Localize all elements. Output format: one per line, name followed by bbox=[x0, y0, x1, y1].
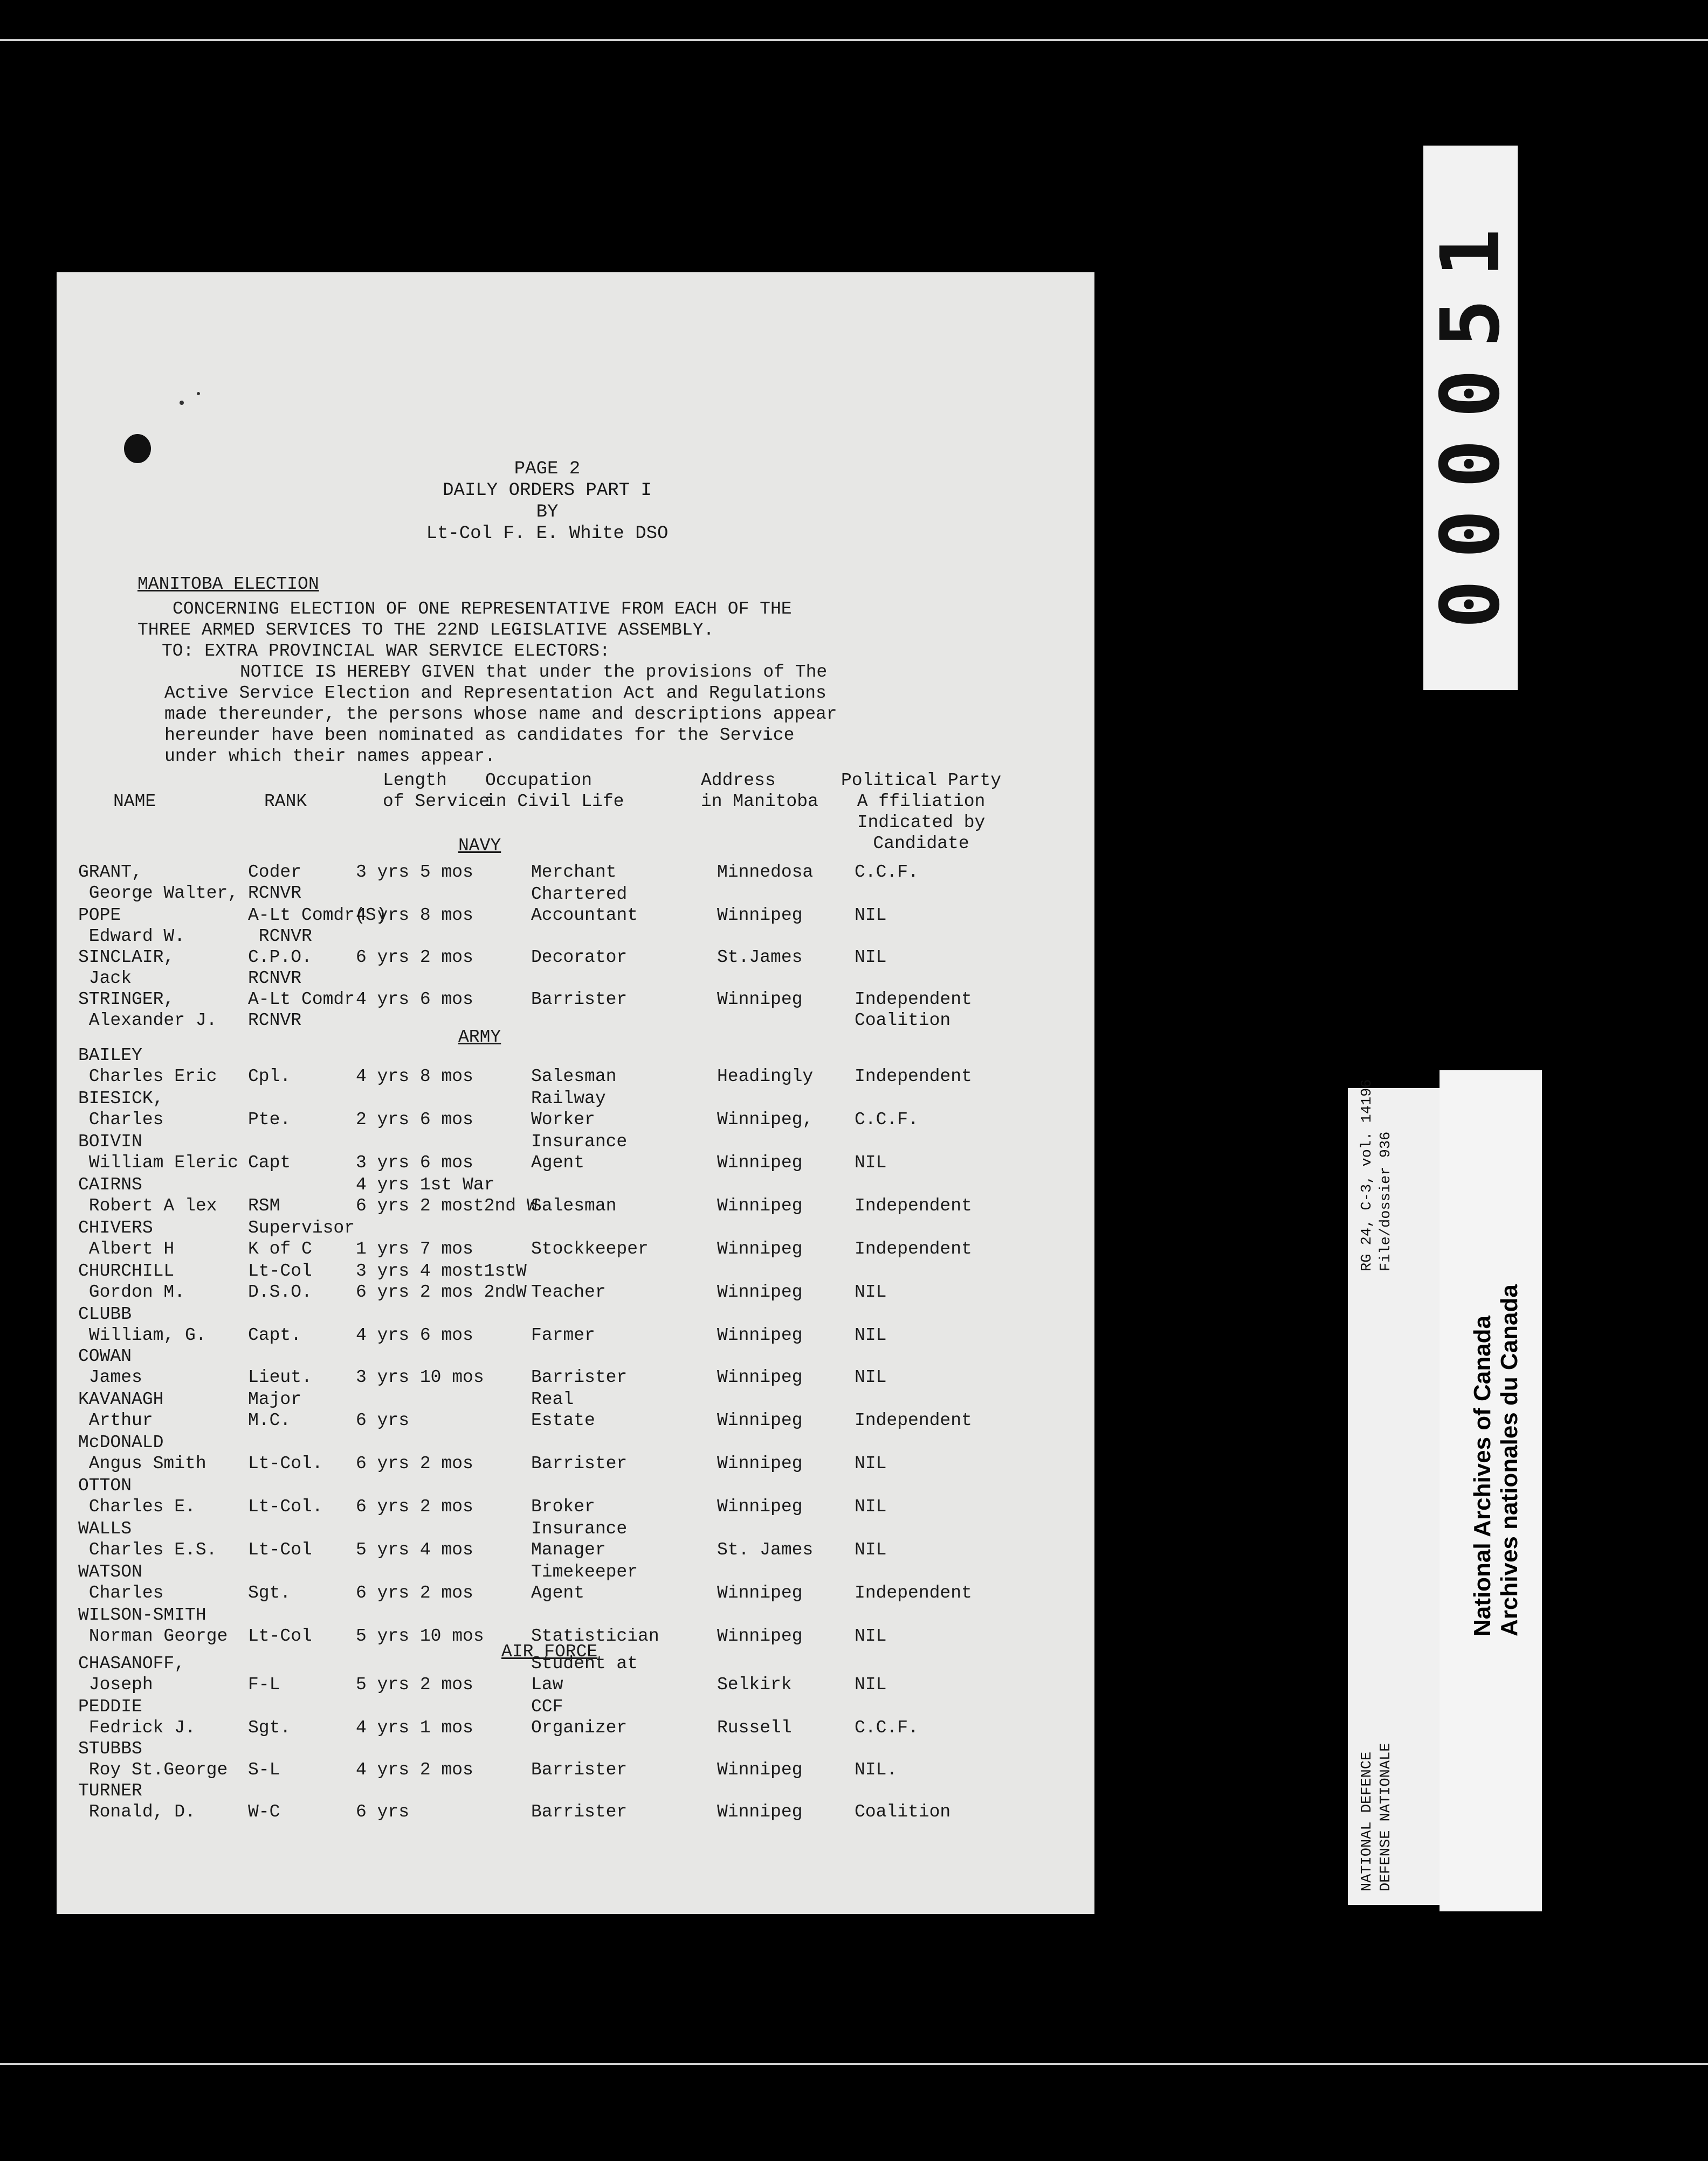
candidate-name: STRINGER, Alexander J. bbox=[78, 989, 217, 1030]
intro-line: NOTICE IS HEREBY GIVEN that under the provisions of The bbox=[240, 662, 828, 682]
candidate-name: WATSON Charles bbox=[78, 1562, 164, 1603]
column-header-address: Address in Manitoba bbox=[701, 770, 818, 811]
candidate-name: McDONALD Angus Smith bbox=[78, 1433, 206, 1474]
candidate-occupation: Insurance Agent bbox=[531, 1132, 628, 1173]
candidate-occupation: Statistician bbox=[531, 1626, 659, 1646]
candidate-length: 4 yrs 1 mos bbox=[356, 1718, 473, 1738]
candidate-name: WILSON-SMITH Norman George bbox=[78, 1605, 228, 1646]
candidate-rank: Major M.C. bbox=[248, 1389, 302, 1430]
candidate-party: NIL bbox=[855, 1540, 887, 1560]
candidate-length: 4 yrs 1st War 6 yrs 2 most2nd W bbox=[356, 1175, 538, 1216]
reference-file: File/dossier 936 bbox=[1378, 1131, 1394, 1271]
candidate-rank: Pte. bbox=[248, 1110, 291, 1130]
candidate-occupation: Teacher bbox=[531, 1282, 606, 1302]
candidate-occupation: Railway Worker bbox=[531, 1089, 606, 1130]
candidate-length: 3 yrs 10 mos bbox=[356, 1367, 484, 1387]
candidate-address: Minnedosa bbox=[717, 862, 814, 882]
candidate-address: Winnipeg bbox=[717, 1153, 803, 1173]
candidate-name: CAIRNS Robert A lex bbox=[78, 1175, 217, 1216]
candidate-name: CHASANOFF, Joseph bbox=[78, 1654, 185, 1695]
candidate-rank: Sgt. bbox=[248, 1718, 291, 1738]
candidate-name: OTTON Charles E. bbox=[78, 1476, 196, 1517]
punch-hole bbox=[124, 434, 151, 463]
ink-speck bbox=[197, 392, 200, 395]
candidate-address: Winnipeg bbox=[717, 1760, 803, 1780]
candidate-address: Winnipeg bbox=[717, 1410, 803, 1430]
candidate-name: CHURCHILL Gordon M. bbox=[78, 1261, 185, 1302]
candidate-party: NIL bbox=[855, 1454, 887, 1474]
candidate-occupation: Barrister bbox=[531, 1367, 628, 1387]
candidate-name: BIESICK, Charles bbox=[78, 1089, 164, 1130]
candidate-occupation: Timekeeper Agent bbox=[531, 1562, 638, 1603]
candidate-occupation: Real Estate bbox=[531, 1389, 595, 1430]
defence-label-fr: DEFENSE NATIONALE bbox=[1378, 1743, 1394, 1891]
column-header-occupation: Occupation in Civil Life bbox=[485, 770, 624, 811]
candidate-rank: A-Lt Comdr(S) RCNVR bbox=[248, 905, 387, 946]
candidate-party: NIL. bbox=[855, 1760, 898, 1780]
candidate-rank: Lt-Col. bbox=[248, 1497, 323, 1517]
candidate-party: NIL bbox=[855, 1497, 887, 1517]
candidate-rank: A-Lt Comdr RCNVR bbox=[248, 989, 355, 1030]
candidate-occupation: Barrister bbox=[531, 989, 628, 1009]
section-air-force: AIR FORCE bbox=[501, 1642, 598, 1662]
defence-label bbox=[1348, 1079, 1442, 1905]
candidate-name: PEDDIE Fedrick J. bbox=[78, 1697, 196, 1738]
candidate-rank: S-L bbox=[248, 1760, 280, 1780]
candidate-address: Winnipeg bbox=[717, 1196, 803, 1216]
intro-line: made thereunder, the persons whose name and descriptions appear bbox=[164, 704, 837, 724]
candidate-length: 6 yrs 2 mos bbox=[356, 1583, 473, 1603]
intro-line: Active Service Election and Representation Act and Regulations bbox=[164, 683, 827, 703]
candidate-address: Selkirk bbox=[717, 1675, 792, 1695]
candidate-length: 3 yrs 4 most1stW 6 yrs 2 mos 2ndW bbox=[356, 1261, 527, 1302]
candidate-length: 6 yrs 2 mos bbox=[356, 1497, 473, 1517]
intro-line: under which their names appear. bbox=[164, 746, 495, 766]
archives-label bbox=[1440, 1070, 1542, 1911]
section-navy: NAVY bbox=[458, 836, 501, 856]
column-header-length: Length of Service bbox=[383, 770, 490, 811]
candidate-length: 5 yrs 10 mos bbox=[356, 1626, 484, 1646]
frame-number-strip bbox=[1423, 146, 1518, 690]
candidate-occupation: Farmer bbox=[531, 1325, 595, 1345]
candidate-party: Independent bbox=[855, 1239, 972, 1259]
candidate-party: NIL bbox=[855, 1325, 887, 1345]
column-header-rank: RANK bbox=[264, 792, 307, 811]
candidate-length: 3 yrs 5 mos bbox=[356, 862, 473, 882]
candidate-length: 3 yrs 6 mos bbox=[356, 1153, 473, 1173]
intro-line: CONCERNING ELECTION OF ONE REPRESENTATIVE FROM EACH OF THE bbox=[173, 599, 792, 619]
candidate-address: Winnipeg bbox=[717, 1583, 803, 1603]
candidate-address: Winnipeg bbox=[717, 905, 803, 925]
candidate-rank: Lt-Col bbox=[248, 1626, 312, 1646]
candidate-length: 5 yrs 4 mos bbox=[356, 1540, 473, 1560]
candidate-address: Winnipeg, bbox=[717, 1110, 814, 1130]
candidate-party: Coalition bbox=[855, 1802, 951, 1822]
candidate-length: 2 yrs 6 mos bbox=[356, 1110, 473, 1130]
candidate-name: GRANT, George Walter, bbox=[78, 862, 239, 903]
candidate-length: 4 yrs 6 mos bbox=[356, 1325, 473, 1345]
candidate-party: NIL bbox=[855, 905, 887, 925]
reference-volume: RG 24, C-3, vol. 14196 bbox=[1359, 1079, 1375, 1271]
candidate-length: 6 yrs bbox=[356, 1802, 410, 1822]
candidate-name: KAVANAGH Arthur bbox=[78, 1389, 164, 1430]
candidate-length: 1 yrs 7 mos bbox=[356, 1239, 473, 1259]
candidate-length: 5 yrs 2 mos bbox=[356, 1675, 473, 1695]
candidate-rank: Supervisor K of C bbox=[248, 1218, 355, 1259]
candidate-occupation: Barrister bbox=[531, 1802, 628, 1822]
candidate-name: STUBBS Roy St.George bbox=[78, 1739, 228, 1780]
candidate-address: Winnipeg bbox=[717, 1497, 803, 1517]
candidate-party: NIL bbox=[855, 1282, 887, 1302]
candidate-party: NIL bbox=[855, 1675, 887, 1695]
candidate-party: Independent bbox=[855, 1066, 972, 1086]
candidate-occupation: Salesman bbox=[531, 1066, 617, 1086]
candidate-name: CLUBB William, G. bbox=[78, 1304, 206, 1345]
candidate-address: St.James bbox=[717, 947, 803, 967]
candidate-length: 6 yrs 2 mos bbox=[356, 1454, 473, 1474]
candidate-rank: Lieut. bbox=[248, 1367, 312, 1387]
candidate-address: Winnipeg bbox=[717, 1325, 803, 1345]
candidate-length: 4 yrs 2 mos bbox=[356, 1760, 473, 1780]
frame-number: 000051 bbox=[1423, 207, 1518, 629]
candidate-address: Winnipeg bbox=[717, 1454, 803, 1474]
candidate-rank: C.P.O. RCNVR bbox=[248, 947, 312, 988]
candidate-address: Winnipeg bbox=[717, 989, 803, 1009]
candidate-occupation: Salesman bbox=[531, 1196, 617, 1216]
candidate-rank: Sgt. bbox=[248, 1583, 291, 1603]
candidate-party: NIL bbox=[855, 1153, 887, 1173]
officer-name: Lt-Col F. E. White DSO bbox=[426, 524, 669, 544]
column-header-party: Political Party A ffiliation Indicated by Candidate bbox=[841, 770, 1002, 854]
candidate-address: St. James bbox=[717, 1540, 814, 1560]
candidate-name: COWAN James bbox=[78, 1346, 142, 1387]
archives-name-en: National Archives of Canada bbox=[1469, 1316, 1496, 1636]
candidate-rank: RSM bbox=[248, 1196, 280, 1216]
candidate-occupation: Barrister bbox=[531, 1760, 628, 1780]
archives-name-fr: Archives nationales du Canada bbox=[1496, 1284, 1523, 1636]
candidate-length: 6 yrs bbox=[356, 1410, 410, 1430]
candidate-rank: F-L bbox=[248, 1675, 280, 1695]
candidate-party: Independent Coalition bbox=[855, 989, 972, 1030]
by-line: BY bbox=[536, 502, 559, 522]
candidate-length: 4 yrs 8 mos bbox=[356, 1066, 473, 1086]
candidate-length: 6 yrs 2 mos bbox=[356, 947, 473, 967]
candidate-name: CHIVERS Albert H bbox=[78, 1218, 175, 1259]
section-heading: MANITOBA ELECTION bbox=[137, 574, 319, 594]
candidate-rank: Lt-Col D.S.O. bbox=[248, 1261, 312, 1302]
page-number: PAGE 2 bbox=[514, 459, 581, 479]
candidate-address: Winnipeg bbox=[717, 1626, 803, 1646]
intro-line: THREE ARMED SERVICES TO THE 22ND LEGISLATIVE ASSEMBLY. bbox=[137, 620, 714, 640]
section-army: ARMY bbox=[458, 1027, 501, 1047]
candidate-occupation: CCF Organizer bbox=[531, 1697, 628, 1738]
candidate-party: Independent bbox=[855, 1196, 972, 1216]
candidate-rank: W-C bbox=[248, 1802, 280, 1822]
candidate-length: 4 yrs 6 mos bbox=[356, 989, 473, 1009]
film-frame-bottom-line bbox=[0, 2063, 1708, 2065]
candidate-occupation: Chartered Accountant bbox=[531, 884, 638, 925]
candidate-name: WALLS Charles E.S. bbox=[78, 1519, 217, 1560]
candidate-party: C.C.F. bbox=[855, 1718, 919, 1738]
candidate-name: SINCLAIR, Jack bbox=[78, 947, 175, 988]
candidate-name: BOIVIN William Eleric bbox=[78, 1132, 239, 1173]
candidate-address: Headingly bbox=[717, 1066, 814, 1086]
candidate-address: Winnipeg bbox=[717, 1367, 803, 1387]
candidate-occupation: Stockkeeper bbox=[531, 1239, 649, 1259]
candidate-occupation: Merchant bbox=[531, 862, 617, 882]
candidate-rank: Lt-Col. bbox=[248, 1454, 323, 1474]
page-title: DAILY ORDERS PART I bbox=[443, 480, 652, 501]
intro-line: TO: EXTRA PROVINCIAL WAR SERVICE ELECTORS: bbox=[162, 641, 610, 661]
candidate-party: NIL bbox=[855, 947, 887, 967]
candidate-address: Winnipeg bbox=[717, 1802, 803, 1822]
candidate-occupation: Broker bbox=[531, 1497, 595, 1517]
candidate-address: Winnipeg bbox=[717, 1282, 803, 1302]
candidate-party: Independent bbox=[855, 1410, 972, 1430]
candidate-party: Independent bbox=[855, 1583, 972, 1603]
candidate-party: C.C.F. bbox=[855, 1110, 919, 1130]
candidate-rank: Capt bbox=[248, 1153, 291, 1173]
ink-speck bbox=[180, 401, 184, 405]
candidate-name: BAILEY Charles Eric bbox=[78, 1045, 217, 1086]
candidate-party: NIL bbox=[855, 1367, 887, 1387]
candidate-name: POPE Edward W. bbox=[78, 905, 185, 946]
candidate-address: Winnipeg bbox=[717, 1239, 803, 1259]
candidate-name: TURNER Ronald, D. bbox=[78, 1781, 196, 1822]
candidate-party: NIL bbox=[855, 1626, 887, 1646]
candidate-rank: Cpl. bbox=[248, 1066, 291, 1086]
candidate-length: 4 yrs 8 mos bbox=[356, 905, 473, 925]
column-header-name: NAME bbox=[113, 792, 156, 811]
candidate-rank: Lt-Col bbox=[248, 1540, 312, 1560]
candidate-rank: Capt. bbox=[248, 1325, 302, 1345]
defence-label-en: NATIONAL DEFENCE bbox=[1359, 1751, 1375, 1891]
candidate-party: C.C.F. bbox=[855, 862, 919, 882]
candidate-occupation: Barrister bbox=[531, 1454, 628, 1474]
candidate-address: Russell bbox=[717, 1718, 792, 1738]
candidate-rank: Coder RCNVR bbox=[248, 862, 302, 903]
candidate-occupation: Decorator bbox=[531, 947, 628, 967]
film-frame-top-line bbox=[0, 39, 1708, 41]
candidate-occupation: Insurance Manager bbox=[531, 1519, 628, 1560]
intro-line: hereunder have been nominated as candidates for the Service bbox=[164, 725, 795, 745]
document-page bbox=[57, 272, 1094, 1914]
candidate-occupation: Student at Law bbox=[531, 1654, 638, 1695]
